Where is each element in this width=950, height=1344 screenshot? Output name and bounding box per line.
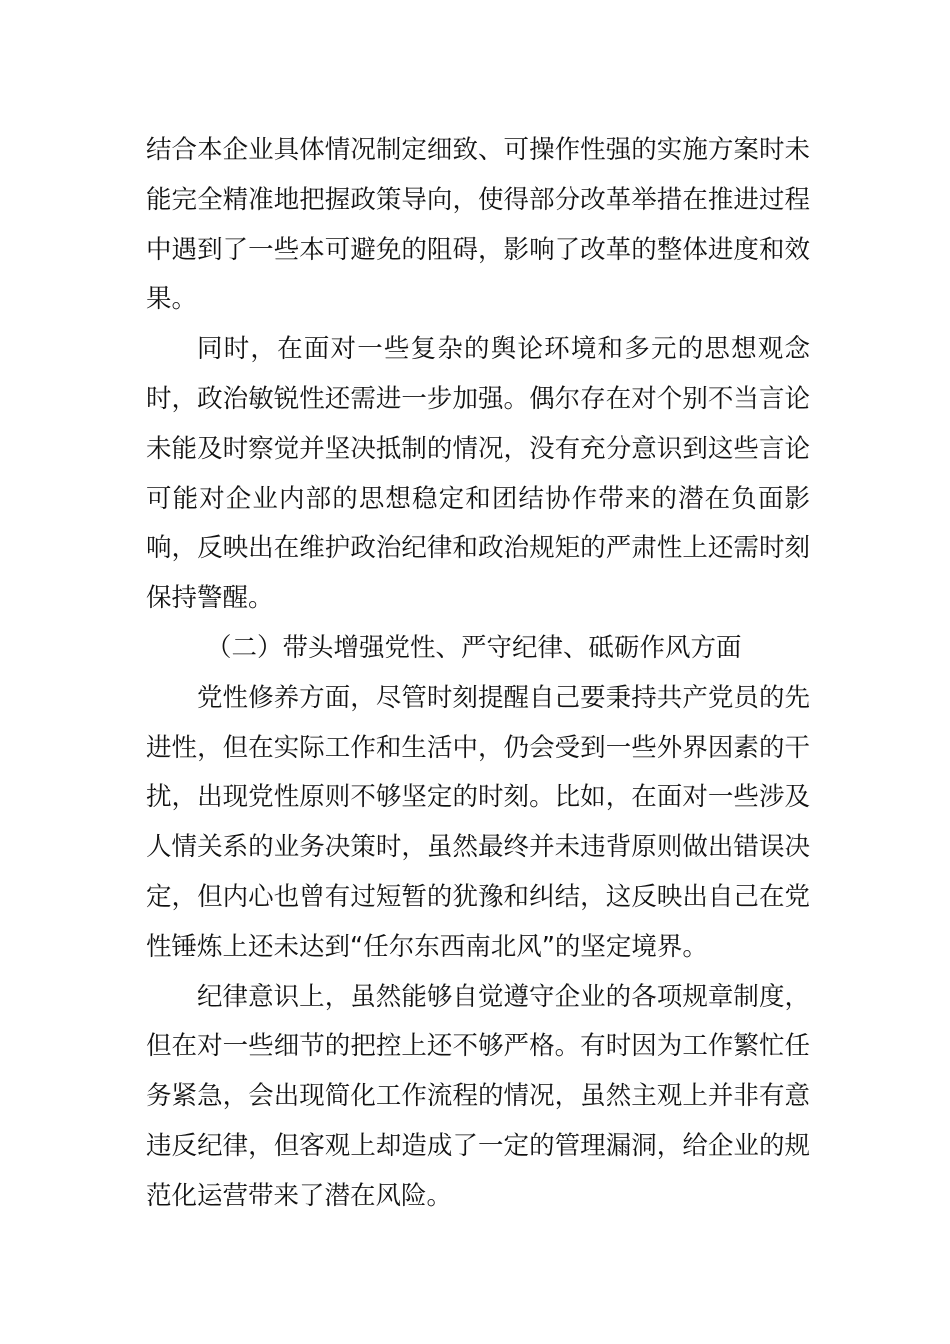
paragraph-political-sensitivity: 同时，在面对一些复杂的舆论环境和多元的思想观念时，政治敏锐性还需进一步加强。偶尔存在对个别不当言论未能及时察觉并坚决抵制的情况，没有充分意识到这些言论可能对企业内部的思想稳定和团结协作带来的潜在负面影响，反映出在维护政治纪律和政治规矩的严肃性上还需时刻保持警醒。	[146, 334, 810, 614]
paragraph-discipline: 纪律意识上，虽然能够自觉遵守企业的各项规章制度，但在对一些细节的把控上还不够严格。有时因为工作繁忙任务紧急，会出现简化工作流程的情况，虽然主观上并非有意违反纪律，但客观上却造成了一定的管理漏洞，给企业的规范化运营带来了潜在风险。	[146, 981, 810, 1211]
paragraph-continuation: 结合本企业具体情况制定细致、可操作性强的实施方案时未能完全精准地把握政策导向，使得部分改革举措在推进过程中遇到了一些本可避免的阻碍，影响了改革的整体进度和效果。	[146, 135, 810, 315]
paragraph-party-spirit: 党性修养方面，尽管时刻提醒自己要秉持共产党员的先进性，但在实际工作和生活中，仍会受到一些外界因素的干扰，出现党性原则不够坚定的时刻。比如，在面对一些涉及人情关系的业务决策时，虽然最终并未违背原则做出错误决定，但内心也曾有过短暂的犹豫和纠结，这反映出自己在党性锤炼上还未达到“任尔东西南北风”的坚定境界。	[146, 682, 810, 962]
document-body	[146, 126, 810, 1222]
section-heading: （二）带头增强党性、严守纪律、砥砺作风方面	[206, 632, 742, 663]
